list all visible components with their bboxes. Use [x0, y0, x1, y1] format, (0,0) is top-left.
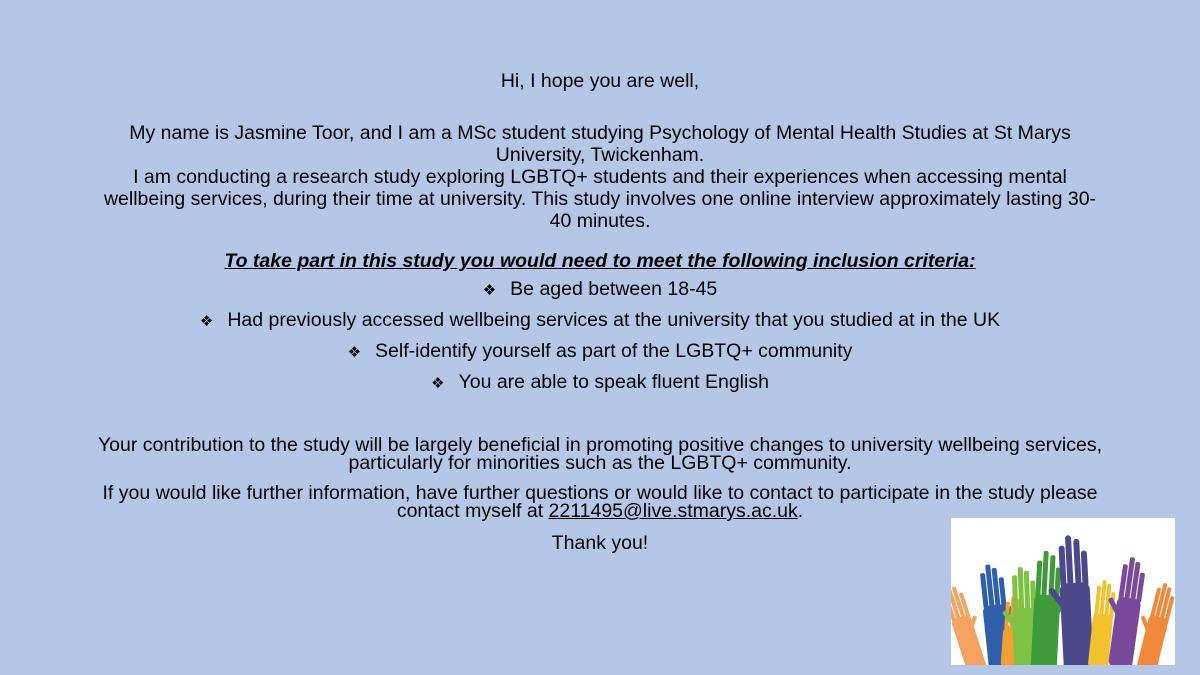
contact-line: If you would like further information, have further questions or would like to contact to participate in the study please: [102, 482, 1098, 504]
contribution-paragraph: [40, 436, 1160, 472]
diamond-bullet-icon: ❖: [347, 343, 362, 361]
intro-line: 40 minutes.: [549, 210, 651, 232]
contact-suffix: .: [797, 500, 804, 522]
intro-line: University, Twickenham.: [495, 144, 705, 166]
thank-you: Thank you!: [551, 532, 649, 554]
criteria-item: ❖ Be aged between 18-45: [482, 278, 718, 300]
intro-line: I am conducting a research study exploring LGBTQ+ students and their experiences when accessing mental: [133, 166, 1067, 188]
criteria-item: ❖ Self-identify yourself as part of the LGBTQ+ community: [347, 340, 853, 362]
criteria-item: ❖ You are able to speak fluent English: [431, 371, 769, 393]
intro-line: wellbeing services, during their time at university. This study involves one online interview approximately lasting 30-: [103, 188, 1097, 210]
contact-paragraph: [40, 484, 1160, 520]
intro-paragraph: [40, 122, 1160, 232]
intro-line: My name is Jasmine Toor, and I am a MSc student studying Psychology of Mental Health Studies at St Marys: [129, 122, 1071, 144]
greeting: Hi, I hope you are well,: [500, 70, 700, 92]
diamond-bullet-icon: ❖: [482, 281, 497, 299]
raised-hands-icon: [951, 518, 1175, 665]
contribution-line: particularly for minorities such as the LGBTQ+ community.: [348, 452, 852, 474]
diamond-bullet-icon: ❖: [199, 312, 214, 330]
criteria-item: ❖ Had previously accessed wellbeing services at the university that you studied at in the UK: [199, 309, 1001, 331]
email-link[interactable]: 2211495@live.stmarys.ac.uk: [548, 500, 798, 522]
contribution-line: Your contribution to the study will be largely beneficial in promoting positive changes to university wellbeing services,: [97, 434, 1103, 456]
criteria-heading: To take part in this study you would need to meet the following inclusion criteria:: [224, 250, 976, 272]
diamond-bullet-icon: ❖: [431, 374, 445, 392]
criteria-list: [40, 278, 1160, 394]
contact-prefix: contact myself at: [396, 500, 549, 522]
flyer-text: [40, 70, 1160, 554]
